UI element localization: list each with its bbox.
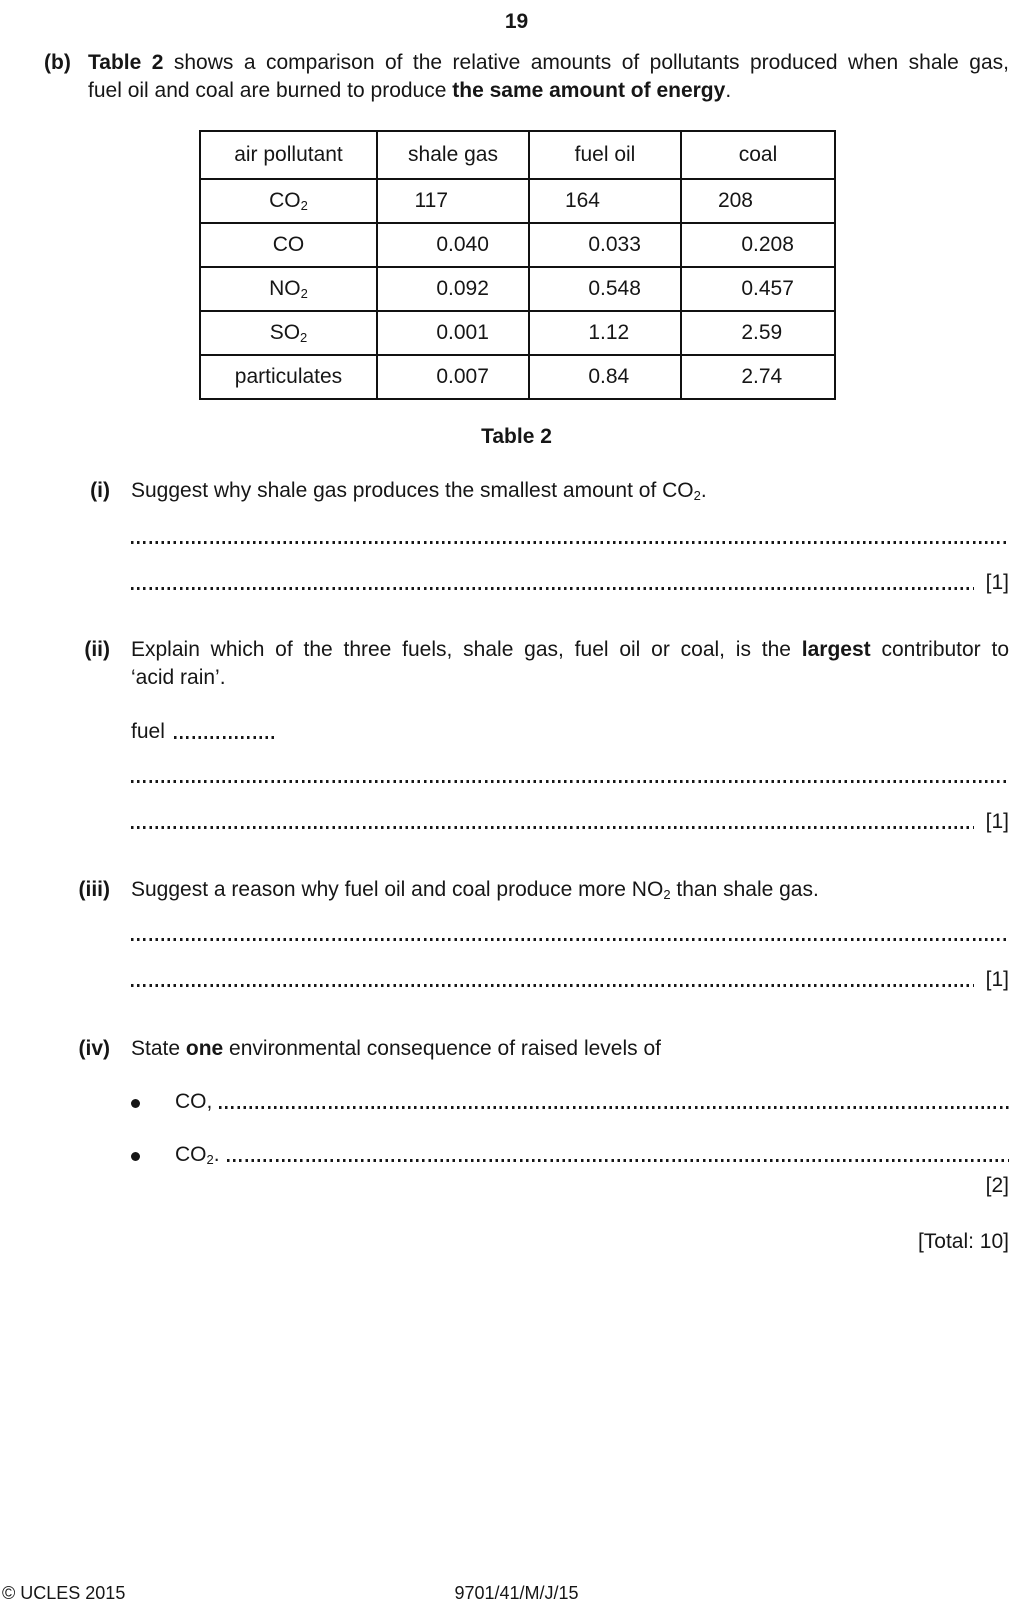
table-row xyxy=(200,355,835,399)
mark-badge: [1] xyxy=(985,968,1009,991)
answer-line xyxy=(131,780,1009,783)
column-header: air pollutant xyxy=(200,131,377,179)
footer-copyright: © UCLES 2015 xyxy=(2,1583,126,1603)
text-line: State one environmental consequence of raised levels of xyxy=(131,1037,661,1060)
page-number: 19 xyxy=(504,10,529,33)
part-ii-text xyxy=(131,636,1009,692)
text-line: Suggest a reason why fuel oil and coal produce more $NO_2$ than shale gas. xyxy=(131,878,819,902)
mark-badge: [1] xyxy=(985,571,1009,594)
answer-line-row xyxy=(131,967,1009,993)
bullet-row-co2 xyxy=(131,1141,1009,1169)
mark-badge: [2] xyxy=(985,1174,1009,1197)
text-line: fuel oil and coal are burned to produce the same amount of energy. xyxy=(88,79,732,102)
question-b-label: (b) xyxy=(44,51,71,74)
part-i-text xyxy=(131,477,1009,505)
part-iii-label: (iii) xyxy=(78,878,110,901)
value-cell: 0 .040 xyxy=(377,223,529,267)
part-iii-text xyxy=(131,876,1009,904)
footer-paper-code: 9701/41/M/J/15 xyxy=(454,1583,579,1603)
bullet-row-co xyxy=(131,1088,1009,1116)
value-cell: 2 .59 xyxy=(681,311,835,355)
column-header: shale gas xyxy=(377,131,529,179)
part-iv-label: (iv) xyxy=(78,1037,110,1060)
text-line: Suggest why shale gas produces the smallest amount of $CO_2$. xyxy=(131,479,707,503)
pollutant-cell: $CO_2$ xyxy=(200,179,377,223)
value-cell: 1 .12 xyxy=(529,311,681,355)
answer-line-row xyxy=(131,809,1009,835)
part-ii xyxy=(44,636,1009,835)
total-marks: [Total: 10] xyxy=(917,1230,1009,1253)
value-cell: 0 .457 xyxy=(681,267,835,311)
fuel-answer-row xyxy=(131,718,1009,746)
text-line: Explain which of the three fuels, shale gas, fuel oil or coal, is the largest contributor to xyxy=(131,638,1009,661)
pollutant-cell: $NO_2$ xyxy=(200,267,377,311)
part-ii-label: (ii) xyxy=(84,638,110,661)
pollutants-table xyxy=(199,130,836,400)
value-cell: 117 xyxy=(377,179,529,223)
part-iii xyxy=(44,876,1009,993)
answer-line xyxy=(131,587,974,590)
value-cell: 0 .033 xyxy=(529,223,681,267)
answer-line-row xyxy=(131,570,1009,596)
question-b xyxy=(44,49,1009,105)
value-cell: 0 .208 xyxy=(681,223,835,267)
part-i xyxy=(44,477,1009,596)
answer-line xyxy=(131,938,1009,941)
part-i-label: (i) xyxy=(90,479,110,502)
text-line: Table 2 shows a comparison of the relative amounts of pollutants produced when shale gas, xyxy=(88,51,1009,74)
value-cell: 2 .74 xyxy=(681,355,835,399)
answer-line xyxy=(219,1106,1009,1109)
bullet-label: $CO_2$. xyxy=(175,1143,220,1167)
value-cell: 164 xyxy=(529,179,681,223)
fuel-answer-line xyxy=(174,736,274,739)
mark-badge: [1] xyxy=(985,810,1009,833)
answer-line xyxy=(131,984,974,987)
table-caption: Table 2 xyxy=(481,425,552,448)
table-row xyxy=(200,223,835,267)
value-cell: 0 .007 xyxy=(377,355,529,399)
bullet-label: CO, xyxy=(175,1090,213,1113)
text-line: ‘acid rain’. xyxy=(131,666,226,689)
pollutant-cell: particulates xyxy=(200,355,377,399)
column-header: fuel oil xyxy=(529,131,681,179)
value-cell: 0 .548 xyxy=(529,267,681,311)
question-b-text xyxy=(88,49,1009,105)
pollutants-table-wrap xyxy=(199,130,834,400)
table-row xyxy=(200,179,835,223)
pollutant-cell: CO xyxy=(200,223,377,267)
value-cell: 0 .84 xyxy=(529,355,681,399)
answer-line xyxy=(131,826,974,829)
table-row xyxy=(200,311,835,355)
value-cell: 0 .001 xyxy=(377,311,529,355)
part-iv xyxy=(44,1035,1009,1200)
column-header: coal xyxy=(681,131,835,179)
bullet-icon xyxy=(131,1141,175,1169)
answer-line xyxy=(227,1159,1009,1162)
table-row xyxy=(200,267,835,311)
bullet-icon xyxy=(131,1088,175,1116)
table-header-row xyxy=(200,131,835,179)
value-cell: 208 xyxy=(681,179,835,223)
answer-line xyxy=(131,541,1009,544)
part-iv-text xyxy=(131,1035,1009,1063)
fuel-answer-label: fuel xyxy=(131,720,165,743)
pollutant-cell: $SO_2$ xyxy=(200,311,377,355)
value-cell: 0 .092 xyxy=(377,267,529,311)
